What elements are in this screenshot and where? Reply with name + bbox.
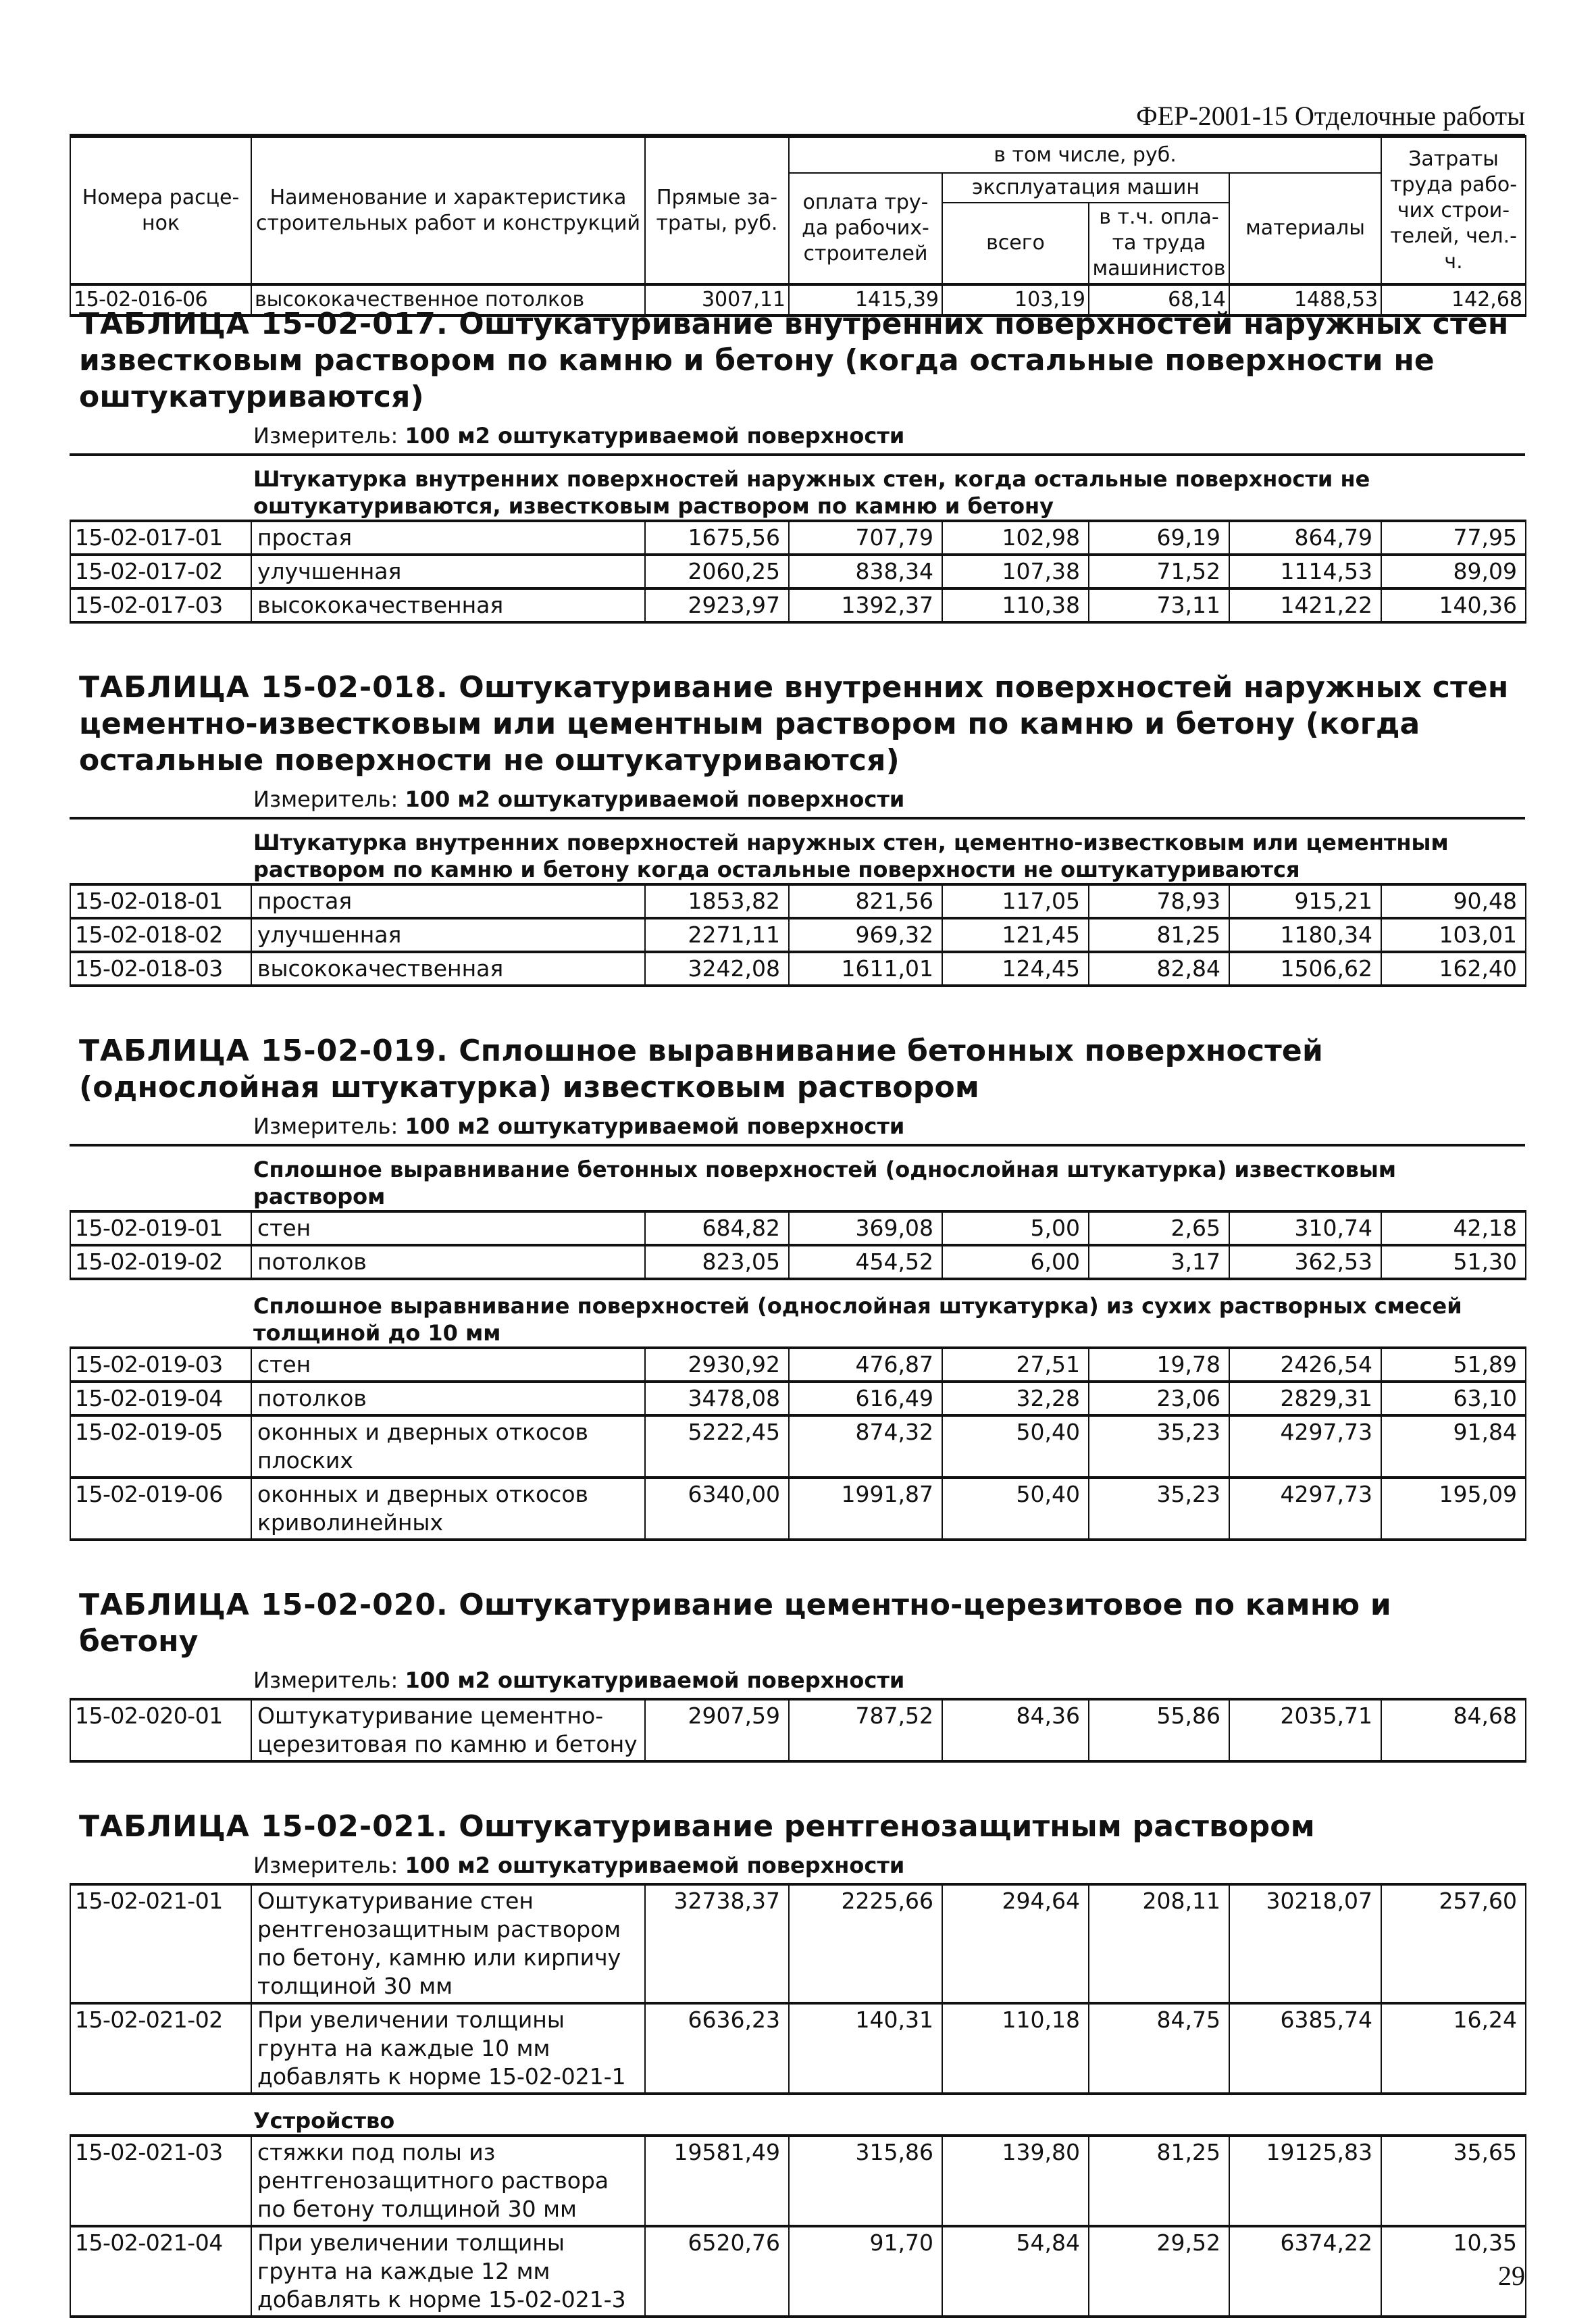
row-labor: 142,68 xyxy=(1381,284,1526,316)
row-labor: 195,09 xyxy=(1381,1478,1526,1540)
row-materials: 915,21 xyxy=(1229,884,1381,918)
table-row xyxy=(70,555,1526,588)
row-wage: 1392,37 xyxy=(789,588,942,622)
row-labor: 91,84 xyxy=(1381,1415,1526,1478)
row-name: улучшенная xyxy=(251,918,645,952)
row-name: При увеличении толщины грунта на каждые 12 мм добавлять к норме 15-02-021-3 xyxy=(251,2226,645,2317)
table-row xyxy=(70,952,1526,986)
row-materials: 30218,07 xyxy=(1229,1884,1381,2003)
table-row xyxy=(70,1699,1526,1761)
row-labor: 84,68 xyxy=(1381,1699,1526,1761)
row-machines-wage: 208,11 xyxy=(1089,1884,1229,2003)
measure-unit xyxy=(70,1852,1525,1879)
rates-table xyxy=(70,1883,1526,2095)
row-code: 15-02-019-03 xyxy=(70,1348,251,1382)
table-row xyxy=(70,1382,1526,1415)
table-heading: Оштукатуривание цементно-церезитовое по камню и бетону xyxy=(79,1588,1391,1659)
row-labor: 51,30 xyxy=(1381,1245,1526,1279)
row-machines: 50,40 xyxy=(942,1478,1089,1540)
row-direct: 1853,82 xyxy=(645,884,789,918)
table-row xyxy=(70,1348,1526,1382)
row-materials: 4297,73 xyxy=(1229,1415,1381,1478)
row-machines: 27,51 xyxy=(942,1348,1089,1382)
row-machines-wage: 73,11 xyxy=(1089,588,1229,622)
row-name: стен xyxy=(251,1211,645,1245)
row-wage: 140,31 xyxy=(789,2003,942,2094)
header-machines-wage: в т.ч. опла-та труда машинистов xyxy=(1089,203,1229,284)
measure-value: 100 м2 оштукатуриваемой поверхности xyxy=(405,423,905,449)
row-name: стяжки под полы из рентгенозащитного раствора по бетону толщиной 30 мм xyxy=(251,2136,645,2226)
group-subheading: Штукатурка внутренних поверхностей наружных стен, цементно-известковым или цементным раствором по камню и бетону когда остальные поверхности не оштукатуриваются xyxy=(70,817,1525,883)
table-row xyxy=(70,2226,1526,2317)
table-row xyxy=(70,588,1526,622)
table-section xyxy=(70,1790,1525,2318)
row-code: 15-02-021-01 xyxy=(70,1884,251,2003)
row-labor: 257,60 xyxy=(1381,1884,1526,2003)
table-row xyxy=(70,884,1526,918)
row-code: 15-02-019-05 xyxy=(70,1415,251,1478)
row-labor: 63,10 xyxy=(1381,1382,1526,1415)
table-heading: Сплошное выравнивание бетонных поверхностей (однослойная штукатурка) известковым раствором xyxy=(79,1034,1323,1105)
table-title xyxy=(70,1587,1525,1660)
row-labor: 51,89 xyxy=(1381,1348,1526,1382)
row-code: 15-02-021-02 xyxy=(70,2003,251,2094)
table-label: ТАБЛИЦА 15-02-018. xyxy=(79,670,448,705)
row-wage: 476,87 xyxy=(789,1348,942,1382)
row-materials: 2035,71 xyxy=(1229,1699,1381,1761)
row-code: 15-02-017-01 xyxy=(70,521,251,555)
row-machines-wage: 68,14 xyxy=(1089,284,1229,316)
table-row xyxy=(70,2136,1526,2226)
row-name: потолков xyxy=(251,1382,645,1415)
row-machines: 294,64 xyxy=(942,1884,1089,2003)
row-direct: 6340,00 xyxy=(645,1478,789,1540)
table-row xyxy=(70,1478,1526,1540)
row-name: высококачественная xyxy=(251,952,645,986)
row-labor: 90,48 xyxy=(1381,884,1526,918)
row-direct: 2930,92 xyxy=(645,1348,789,1382)
row-labor: 42,18 xyxy=(1381,1211,1526,1245)
measure-unit xyxy=(70,422,1525,449)
row-materials: 310,74 xyxy=(1229,1211,1381,1245)
measure-label: Измеритель: xyxy=(253,1113,398,1139)
row-wage: 315,86 xyxy=(789,2136,942,2226)
row-code: 15-02-018-01 xyxy=(70,884,251,918)
measure-unit xyxy=(70,1667,1525,1694)
row-direct: 684,82 xyxy=(645,1211,789,1245)
row-direct: 6636,23 xyxy=(645,2003,789,2094)
row-machines-wage: 81,25 xyxy=(1089,918,1229,952)
row-direct: 19581,49 xyxy=(645,2136,789,2226)
row-machines-wage: 35,23 xyxy=(1089,1415,1229,1478)
row-machines-wage: 71,52 xyxy=(1089,555,1229,588)
rates-table xyxy=(70,883,1526,987)
row-direct: 32738,37 xyxy=(645,1884,789,2003)
row-wage: 1611,01 xyxy=(789,952,942,986)
row-materials: 1114,53 xyxy=(1229,555,1381,588)
table-row xyxy=(70,1245,1526,1279)
rates-table xyxy=(70,1210,1526,1280)
row-machines-wage: 69,19 xyxy=(1089,521,1229,555)
table-title xyxy=(70,306,1525,415)
rates-table xyxy=(70,1698,1526,1763)
table-label: ТАБЛИЦА 15-02-020. xyxy=(79,1588,448,1622)
row-materials: 1421,22 xyxy=(1229,588,1381,622)
row-wage: 454,52 xyxy=(789,1245,942,1279)
row-machines-wage: 82,84 xyxy=(1089,952,1229,986)
row-name: высококачественная xyxy=(251,588,645,622)
row-machines-wage: 23,06 xyxy=(1089,1382,1229,1415)
row-machines: 139,80 xyxy=(942,2136,1089,2226)
row-name: стен xyxy=(251,1348,645,1382)
row-labor: 140,36 xyxy=(1381,588,1526,622)
row-name: улучшенная xyxy=(251,555,645,588)
measure-value: 100 м2 оштукатуриваемой поверхности xyxy=(405,1113,905,1139)
measure-unit xyxy=(70,786,1525,813)
row-materials: 864,79 xyxy=(1229,521,1381,555)
table-title xyxy=(70,670,1525,779)
row-machines-wage: 29,52 xyxy=(1089,2226,1229,2317)
row-machines: 117,05 xyxy=(942,884,1089,918)
row-machines: 5,00 xyxy=(942,1211,1089,1245)
row-machines: 107,38 xyxy=(942,555,1089,588)
row-direct: 6520,76 xyxy=(645,2226,789,2317)
row-labor: 10,35 xyxy=(1381,2226,1526,2317)
row-machines: 6,00 xyxy=(942,1245,1089,1279)
row-labor: 16,24 xyxy=(1381,2003,1526,2094)
row-materials: 6385,74 xyxy=(1229,2003,1381,2094)
rates-table xyxy=(70,2134,1526,2318)
row-machines: 103,19 xyxy=(942,284,1089,316)
row-code: 15-02-018-03 xyxy=(70,952,251,986)
row-materials: 19125,83 xyxy=(1229,2136,1381,2226)
table-title xyxy=(70,1809,1525,1845)
table-heading: Оштукатуривание внутренних поверхностей наружных стен известковым раствором по камню и бетону (когда остальные поверхности не оштукатуриваются) xyxy=(79,307,1509,414)
row-name: простая xyxy=(251,521,645,555)
row-wage: 969,32 xyxy=(789,918,942,952)
row-code: 15-02-017-03 xyxy=(70,588,251,622)
row-wage: 2225,66 xyxy=(789,1884,942,2003)
row-wage: 1415,39 xyxy=(789,284,942,316)
table-section xyxy=(70,651,1525,987)
measure-label: Измеритель: xyxy=(253,1667,398,1693)
row-wage: 787,52 xyxy=(789,1699,942,1761)
row-name: высококачественное потолков xyxy=(251,284,645,316)
row-wage: 616,49 xyxy=(789,1382,942,1415)
row-name: оконных и дверных откосов плоских xyxy=(251,1415,645,1478)
row-direct: 3007,11 xyxy=(645,284,789,316)
row-machines-wage: 2,65 xyxy=(1089,1211,1229,1245)
row-direct: 3478,08 xyxy=(645,1382,789,1415)
row-materials: 362,53 xyxy=(1229,1245,1381,1279)
measure-label: Измеритель: xyxy=(253,423,398,449)
row-materials: 4297,73 xyxy=(1229,1478,1381,1540)
row-machines-wage: 19,78 xyxy=(1089,1348,1229,1382)
header-machines-total: всего xyxy=(942,203,1089,284)
measure-unit xyxy=(70,1113,1525,1140)
row-name: простая xyxy=(251,884,645,918)
row-wage: 707,79 xyxy=(789,521,942,555)
table-section xyxy=(70,1014,1525,1541)
header-materials: материалы xyxy=(1229,173,1381,284)
row-name: При увеличении толщины грунта на каждые 10 мм добавлять к норме 15-02-021-1 xyxy=(251,2003,645,2094)
row-machines: 84,36 xyxy=(942,1699,1089,1761)
table-label: ТАБЛИЦА 15-02-017. xyxy=(79,307,448,341)
row-labor: 77,95 xyxy=(1381,521,1526,555)
group-subheading: Сплошное выравнивание бетонных поверхностей (однослойная штукатурка) известковым раствором xyxy=(70,1144,1525,1210)
measure-value: 100 м2 оштукатуриваемой поверхности xyxy=(405,1667,905,1693)
table-title xyxy=(70,1033,1525,1106)
row-direct: 823,05 xyxy=(645,1245,789,1279)
row-code: 15-02-017-02 xyxy=(70,555,251,588)
row-machines: 110,18 xyxy=(942,2003,1089,2094)
row-direct: 2907,59 xyxy=(645,1699,789,1761)
row-wage: 1991,87 xyxy=(789,1478,942,1540)
header-machines: эксплуатация машин xyxy=(942,173,1229,203)
row-machines: 124,45 xyxy=(942,952,1089,986)
group-subheading: Устройство xyxy=(253,2108,395,2134)
table-label: ТАБЛИЦА 15-02-019. xyxy=(79,1034,448,1068)
row-wage: 369,08 xyxy=(789,1211,942,1245)
row-code: 15-02-021-04 xyxy=(70,2226,251,2317)
row-code: 15-02-020-01 xyxy=(70,1699,251,1761)
row-machines-wage: 81,25 xyxy=(1089,2136,1229,2226)
page-number: 29 xyxy=(1498,2261,1525,2291)
header-including: в том числе, руб. xyxy=(789,136,1381,173)
row-name: Оштукатуривание стен рентгенозащитным раствором по бетону, камню или кирпичу толщиной 30 мм xyxy=(251,1884,645,2003)
running-head: ФЕР-2001-15 Отделочные работы xyxy=(1136,101,1525,131)
header-direct: Прямые за-траты, руб. xyxy=(645,136,789,284)
table-section xyxy=(70,1568,1525,1763)
row-direct: 5222,45 xyxy=(645,1415,789,1478)
row-machines: 102,98 xyxy=(942,521,1089,555)
row-code: 15-02-021-03 xyxy=(70,2136,251,2226)
row-labor: 35,65 xyxy=(1381,2136,1526,2226)
group-subheading: Сплошное выравнивание поверхностей (однослойная штукатурка) из сухих растворных смесей толщиной до 10 мм xyxy=(253,1293,1462,1346)
row-machines-wage: 55,86 xyxy=(1089,1699,1229,1761)
row-labor: 162,40 xyxy=(1381,952,1526,986)
row-materials: 1488,53 xyxy=(1229,284,1381,316)
measure-label: Измеритель: xyxy=(253,1853,398,1878)
table-heading: Оштукатуривание рентгенозащитным раствором xyxy=(459,1809,1315,1844)
row-wage: 91,70 xyxy=(789,2226,942,2317)
row-direct: 3242,08 xyxy=(645,952,789,986)
row-direct: 2060,25 xyxy=(645,555,789,588)
row-machines: 50,40 xyxy=(942,1415,1089,1478)
row-wage: 874,32 xyxy=(789,1415,942,1478)
row-code: 15-02-019-02 xyxy=(70,1245,251,1279)
row-labor: 103,01 xyxy=(1381,918,1526,952)
row-materials: 2829,31 xyxy=(1229,1382,1381,1415)
row-name: оконных и дверных откосов криволинейных xyxy=(251,1478,645,1540)
row-code: 15-02-018-02 xyxy=(70,918,251,952)
row-machines: 110,38 xyxy=(942,588,1089,622)
row-name: Оштукатуривание цементно-церезитовая по камню и бетону xyxy=(251,1699,645,1761)
header-labor: Затраты труда рабо-чих строи-телей, чел.-ч. xyxy=(1381,136,1526,284)
row-machines: 32,28 xyxy=(942,1382,1089,1415)
measure-value: 100 м2 оштукатуриваемой поверхности xyxy=(405,786,905,812)
table-section xyxy=(70,287,1525,624)
row-name: потолков xyxy=(251,1245,645,1279)
row-machines-wage: 35,23 xyxy=(1089,1478,1229,1540)
header-code: Номера расце-нок xyxy=(70,136,251,284)
row-code: 15-02-019-04 xyxy=(70,1382,251,1415)
header-wage: оплата тру-да рабочих-строителей xyxy=(789,173,942,284)
table-row xyxy=(70,2003,1526,2094)
row-code: 15-02-016-06 xyxy=(70,284,251,316)
row-machines-wage: 3,17 xyxy=(1089,1245,1229,1279)
header-name: Наименование и характеристика строительных работ и конструкций xyxy=(251,136,645,284)
row-code: 15-02-019-06 xyxy=(70,1478,251,1540)
row-materials: 1506,62 xyxy=(1229,952,1381,986)
group-subheading: Штукатурка внутренних поверхностей наружных стен, когда остальные поверхности не оштукатуриваются, известковым раствором по камню и бетону xyxy=(70,453,1525,520)
row-labor: 89,09 xyxy=(1381,555,1526,588)
rates-table xyxy=(70,520,1526,624)
table-row xyxy=(70,1884,1526,2003)
measure-value: 100 м2 оштукатуриваемой поверхности xyxy=(405,1853,905,1878)
row-machines-wage: 78,93 xyxy=(1089,884,1229,918)
table-row xyxy=(70,918,1526,952)
table-row xyxy=(70,1415,1526,1478)
table-heading: Оштукатуривание внутренних поверхностей наружных стен цементно-известковым или цементным раствором по камню и бетону (когда остальные поверхности не оштукатуриваются) xyxy=(79,670,1509,778)
row-direct: 2923,97 xyxy=(645,588,789,622)
row-code: 15-02-019-01 xyxy=(70,1211,251,1245)
rates-table xyxy=(70,1346,1526,1541)
table-label: ТАБЛИЦА 15-02-021. xyxy=(79,1809,448,1844)
table-row xyxy=(70,521,1526,555)
row-materials: 1180,34 xyxy=(1229,918,1381,952)
table-row xyxy=(70,1211,1526,1245)
measure-label: Измеритель: xyxy=(253,786,398,812)
row-direct: 2271,11 xyxy=(645,918,789,952)
row-machines: 54,84 xyxy=(942,2226,1089,2317)
row-wage: 838,34 xyxy=(789,555,942,588)
row-wage: 821,56 xyxy=(789,884,942,918)
row-materials: 2426,54 xyxy=(1229,1348,1381,1382)
row-direct: 1675,56 xyxy=(645,521,789,555)
row-machines: 121,45 xyxy=(942,918,1089,952)
row-machines-wage: 84,75 xyxy=(1089,2003,1229,2094)
row-materials: 6374,22 xyxy=(1229,2226,1381,2317)
